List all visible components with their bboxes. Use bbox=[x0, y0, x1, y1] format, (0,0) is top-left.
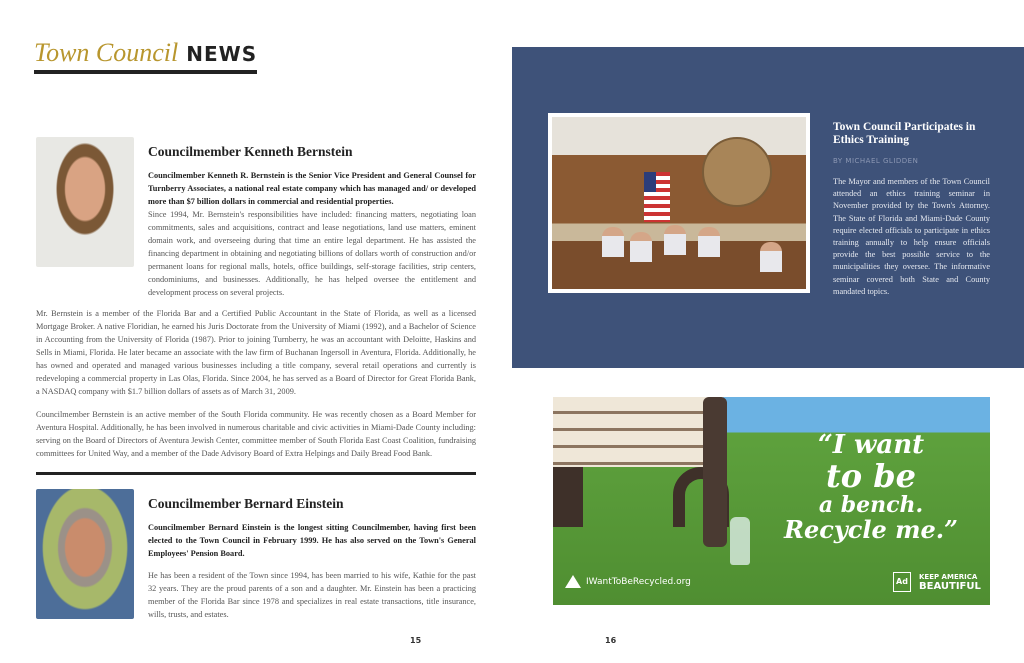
masthead-row bbox=[34, 34, 257, 68]
bernstein-p1: Since 1994, Mr. Bernstein's responsibilities have included: financing matters, negotiating loan commitments, sales and acquisitions, contract and lease negotiations, land use matters, eminent domain work, and overseeing during that time an entire legal department. He has assisted the financing department in obtaining and negotiating billions of dollars worth of construction and/or permanent loans for regional malls, hotels, office buildings, self-storage facilities, strip centers, condominiums, and businesses. Additionally, he has helped oversee the entitlement and development process on several projects. bbox=[148, 210, 476, 297]
section-divider bbox=[36, 472, 476, 475]
town-seal bbox=[702, 137, 772, 207]
keep-america-beautiful-logo bbox=[919, 572, 981, 592]
bernstein-p3: Councilmember Bernstein is an active member of the South Florida community. He was recently chosen as a Board Member for Aventura Hospital. Additionally, he has been involved in numerous charitable and civic activities in Miami-Dade County including: serving on the Board of Directors of Aventura Jewish Center, committee member of South Florida East Coast Coalition, fundraising committees for United Way, and a member of the Dade Advisory Board of Extra Helpings and Daily Bread Food Bank. bbox=[36, 410, 476, 458]
ad-headline-line: to be bbox=[826, 457, 916, 496]
council-person bbox=[698, 227, 720, 257]
bottle bbox=[730, 517, 750, 565]
einstein-lead: Councilmember Bernard Einstein is the longest sitting Councilmember, having first been elected to the Town Council in February 1999. He has also served on the Town's General Employees' Pension Board. bbox=[148, 523, 476, 558]
ad-headline-line: a bench. bbox=[818, 491, 924, 518]
ethics-training-photo bbox=[548, 113, 810, 293]
recycle-icon bbox=[565, 575, 581, 588]
einstein-portrait bbox=[36, 489, 134, 619]
ad-url bbox=[565, 575, 691, 588]
ad-url-text: IWantToBeRecycled.org bbox=[586, 577, 691, 587]
us-flag bbox=[644, 172, 670, 222]
ad-headline bbox=[755, 431, 987, 543]
bernstein-header-row bbox=[36, 137, 476, 299]
bench-back bbox=[553, 397, 723, 467]
bernstein-name: Councilmember Kenneth Bernstein bbox=[148, 144, 353, 159]
masthead-rule bbox=[34, 70, 257, 74]
einstein-row bbox=[36, 489, 476, 621]
bernstein-lead: Councilmember Kenneth R. Bernstein is the Senior Vice President and General Counsel for Turnberry Associates, a national real estate company which has managed and/ or developed more than $7 billion dollars in commercial and residential properties. bbox=[148, 171, 476, 206]
bernstein-portrait bbox=[36, 137, 134, 267]
masthead-news: NEWS bbox=[186, 42, 258, 66]
einstein-text bbox=[148, 489, 476, 621]
council-person bbox=[630, 232, 652, 262]
einstein-name: Councilmember Bernard Einstein bbox=[148, 496, 344, 511]
bernstein-intro bbox=[148, 137, 476, 299]
masthead-script: Town Council bbox=[34, 38, 179, 67]
masthead bbox=[34, 34, 257, 74]
article bbox=[833, 121, 990, 298]
article-body: The Mayor and members of the Town Council attended an ethics training seminar in November provided by the Town's Attorney. The State of Florida and Miami-Dade County require elected officials to participate in ethics training annually to help ensure officials provide the best possible service to the municipalities they oversee. The informative seminar covered both State and County mandated topics. bbox=[833, 177, 990, 296]
bernstein-p2: Mr. Bernstein is a member of the Florida Bar and a Certified Public Accountant in the State of Florida, as well as a licensed Mortgage Broker. A native Floridian, he earned his Juris Doctorate from the University of Miami (1992), and a Bachelor of Science in Accounting from the University of Florida (1987). Prior to joining Turnberry, he was an accountant with Deloitte, Haskins and Sells in Miami, Florida. He later became an associate with the law firm of Buchanan Ingersoll in Aventura, Florida. Additionally, he has owned and operated and managed various businesses including a title company, several retail operations and currently is redeveloping a commercial property in Las Olas, Florida. Since 2004, he has served as a Board of Director for Great Florida Bank, a NASDAQ company with $1.7 billion dollars of assets as of March 31, 2009. bbox=[36, 309, 476, 396]
bench-armrest bbox=[703, 397, 727, 547]
bench-leg bbox=[553, 467, 583, 527]
ad-headline-line: “I want bbox=[817, 430, 925, 460]
left-column bbox=[36, 137, 476, 621]
council-person bbox=[602, 227, 624, 257]
ad-headline-line: Recycle me.” bbox=[784, 515, 958, 545]
ad-council-logo: Ad bbox=[893, 572, 911, 592]
council-person bbox=[664, 225, 686, 255]
kab-line: BEAUTIFUL bbox=[919, 581, 981, 592]
page-number-left: 15 bbox=[410, 636, 422, 645]
article-title: Town Council Participates in Ethics Training bbox=[833, 121, 976, 146]
kab-line: KEEP AMERICA bbox=[919, 573, 978, 581]
council-person bbox=[760, 242, 782, 272]
recycle-ad bbox=[553, 397, 990, 605]
page-number-right: 16 bbox=[605, 636, 617, 645]
einstein-p1: He has been a resident of the Town since 1994, has been married to his wife, Kathie for the past 32 years. They are the proud parents of a son and a daughter. Mr. Einstein has been a practicing member of the Florida Bar since 1978 and specializes in real estate transactions, title insurance, wills, trusts, and estates. bbox=[148, 571, 476, 619]
article-byline: BY MICHAEL GLIDDEN bbox=[833, 157, 919, 165]
